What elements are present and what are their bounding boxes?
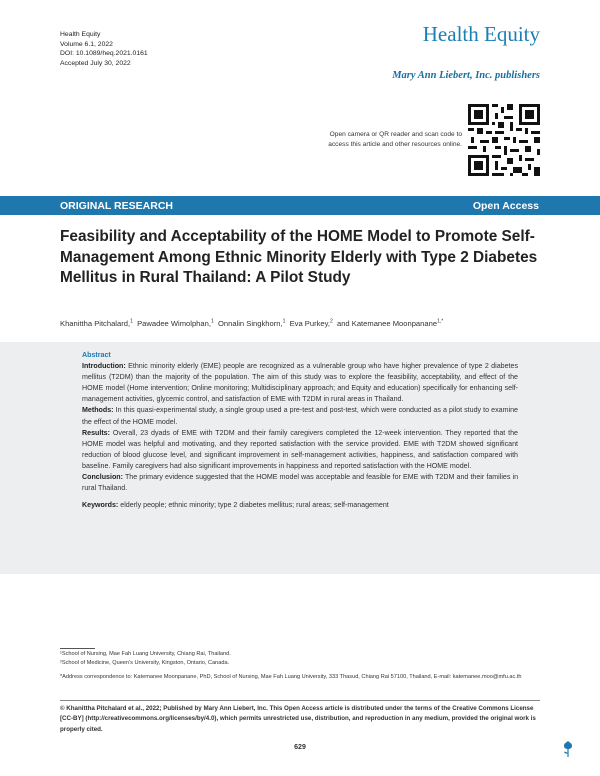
- journal-logo-title: Health Equity: [422, 22, 540, 46]
- abstract-introduction: Introduction: Ethnic minority elderly (EME) people are recognized as a vulnerable group who have higher prevalence of type 2 diabetes mellitus (T2DM) than the majority of the population. The aim of this study was to explore the feasibility, acceptability, and effect of the HOME model (Home intervention; Online monitoring; Multidisciplinary approach; and Equity and education) specifically for enhancing self-management activities, glycemic control, and satisfaction of EME with T2DM in rural areas in Thailand.: [82, 362, 518, 404]
- publisher-logo: Mary Ann Liebert, Inc. publishers: [392, 70, 540, 81]
- footnote-rule: [60, 648, 95, 649]
- abstract-results: Results: Overall, 23 dyads of EME with T2DM and their family caregivers completed the 12-week intervention. They reported that the HOME model was helpful and motivating, and they reported satisfaction with the service provided. EME with T2DM showed significant reduction of blood glucose level, and significant improvement in self-management activities, happiness, and satisfaction compared with baseline. Family caregivers had also significant improvements in happiness and reported satisfaction with the HOME model.: [82, 428, 518, 470]
- keywords: Keywords: elderly people; ethnic minority; type 2 diabetes mellitus; rural areas; self-management: [82, 501, 389, 510]
- author-3[interactable]: Onnalin Singkhorn,$^1$: [217, 318, 286, 328]
- abstract-heading: Abstract: [82, 351, 111, 359]
- page-number: 629: [294, 744, 306, 751]
- affiliation-2: ²School of Medicine, Queen's University, Kingston, Ontario, Canada.: [60, 660, 230, 666]
- affiliation-1: ¹School of Nursing, Mae Fah Luang University, Chiang Rai, Thailand.: [60, 651, 231, 657]
- article-meta: [60, 30, 148, 68]
- author-5[interactable]: and Katemanee Moonpanane$^{1,*}$: [336, 318, 444, 328]
- author-2[interactable]: Pawadee Wimolphan,$^1$: [137, 318, 214, 328]
- qr-code-icon[interactable]: [468, 104, 540, 176]
- open-access-label: Open Access: [472, 200, 539, 212]
- article-title: Feasibility and Acceptability of the HOME Model to Promote Self-Management Among Ethnic Minority Elderly with Type 2 Diabetes Mellitus in Rural Thailand: A Pilot Study: [60, 228, 538, 287]
- affiliations: [60, 650, 231, 668]
- qr-instructions: Open camera or QR reader and scan code to access this article and other resources online.: [328, 131, 462, 148]
- correspondence: *Address correspondence to: Katemanee Moonpanane, PhD, School of Nursing, Mae Fah Luang University, 333 Thasud, Chiang Rai 57100, Thailand, E-mail: katemanee.moo@mfu.ac.th: [60, 674, 522, 680]
- author-list: [60, 318, 443, 328]
- license-statement: © Khanittha Pitchalard et al., 2022; Published by Mary Ann Liebert, Inc. This Open Access article is distributed under the terms of the Creative Commons License [CC-BY] (http://creativecommons.org/licenses/by/4.0), which permits unrestricted use, distribution, and reproduction in any medium, provided the original work is properly cited.: [60, 705, 536, 733]
- meta-volume: Volume 6.1, 2022: [60, 40, 113, 48]
- license-rule: [60, 700, 540, 701]
- author-4[interactable]: Eva Purkey,$^2$: [289, 318, 333, 328]
- article-type-label: ORIGINAL RESEARCH: [60, 200, 173, 212]
- abstract: [82, 350, 518, 511]
- abstract-conclusion: Conclusion: The primary evidence suggested that the HOME model was acceptable and feasible for EME with T2DM and their families in rural Thailand.: [82, 473, 519, 493]
- author-1[interactable]: Khanittha Pitchalard,$^1$: [60, 318, 133, 328]
- abstract-methods: Methods: In this quasi-experimental study, a single group used a pre-test and post-test, which were conducted as a pilot study to examine the effect of the HOME model.: [82, 406, 518, 426]
- meta-doi[interactable]: DOI: 10.1089/heq.2021.0161: [60, 50, 148, 58]
- meta-accepted: Accepted July 30, 2022: [60, 59, 131, 67]
- flower-logo-icon: [561, 740, 575, 758]
- meta-journal: Health Equity: [60, 31, 101, 38]
